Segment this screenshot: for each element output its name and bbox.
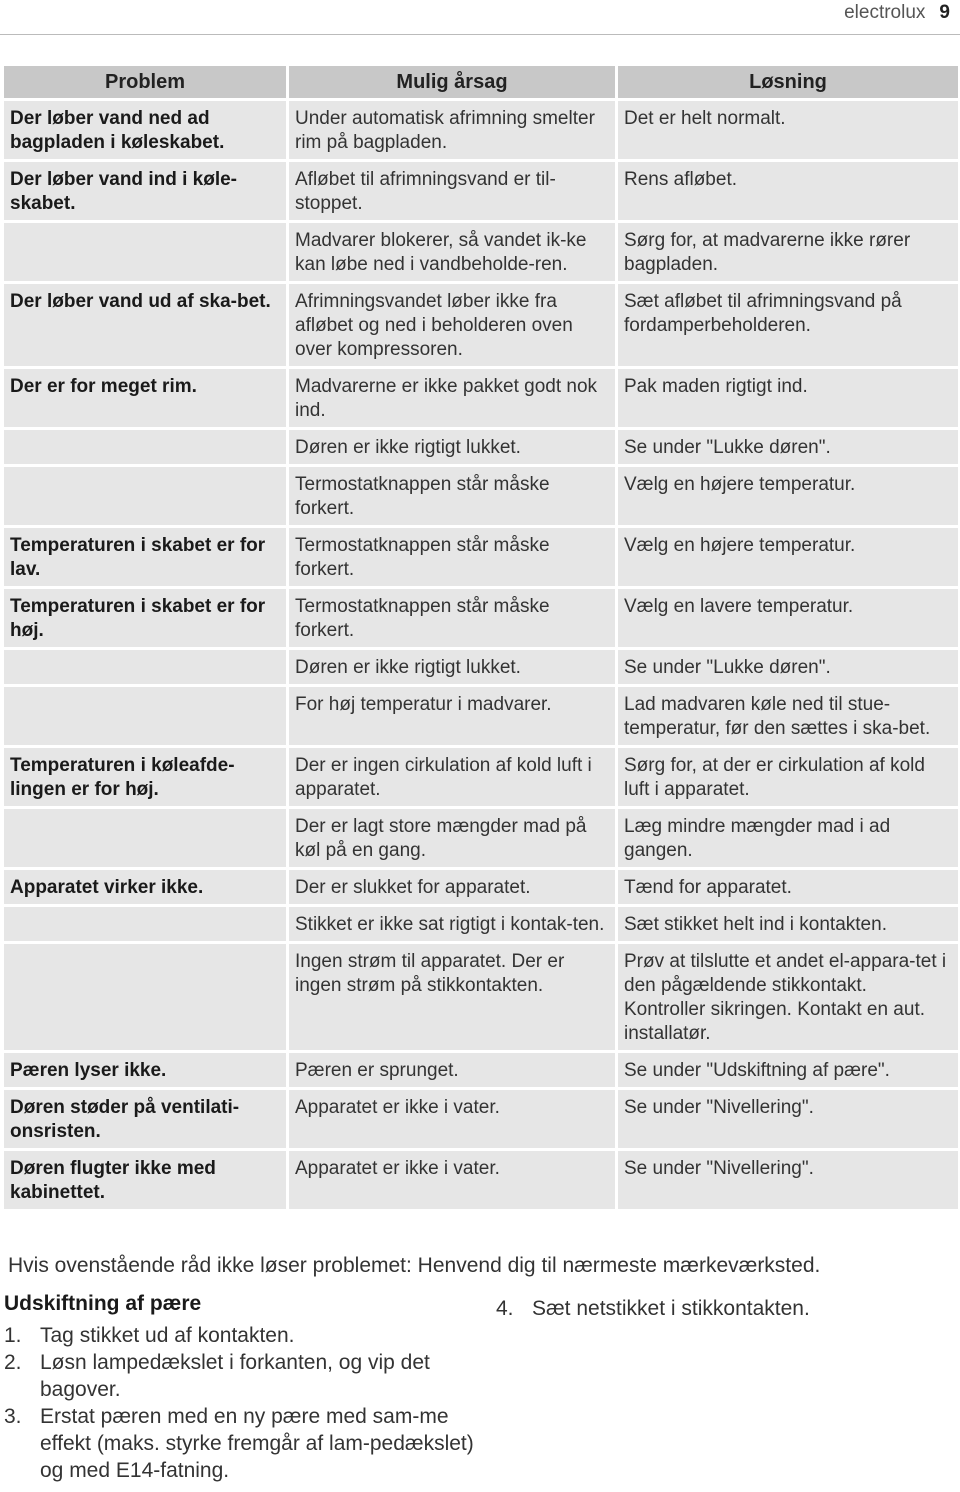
cause-cell: Der er ingen cirkulation af kold luft i apparatet. <box>289 748 615 806</box>
solution-cell: Det er helt normalt. <box>618 101 958 159</box>
problem-cell: Der løber vand ned ad bagpladen i køleskabet. <box>4 101 286 159</box>
bulb-replacement-continued <box>496 1295 946 1322</box>
section-title: Udskiftning af pære <box>4 1292 202 1315</box>
solution-cell: Vælg en højere temperatur. <box>618 528 958 586</box>
solution-cell: Prøv at tilslutte et andet el-appara-tet i den pågældende stikkontakt. Kontroller sikringen. Kontakt en aut. installatør. <box>618 944 958 1050</box>
table-row <box>4 162 958 220</box>
list-item <box>4 1322 474 1349</box>
problem-cell: Temperaturen i skabet er for lav. <box>4 528 286 586</box>
table-row <box>4 101 958 159</box>
solution-cell: Se under "Lukke døren". <box>618 650 958 684</box>
solution-cell: Sæt afløbet til afrimningsvand på fordamperbeholderen. <box>618 284 958 366</box>
problem-cell <box>4 944 286 1050</box>
cause-cell: Termostatknappen står måske forkert. <box>289 467 615 525</box>
cause-cell: Der er lagt store mængder mad på køl på en gang. <box>289 809 615 867</box>
table-row <box>4 1090 958 1148</box>
column-header-cause: Mulig årsag <box>289 66 615 98</box>
problem-cell: Apparatet virker ikke. <box>4 870 286 904</box>
service-note: Hvis ovenstående råd ikke løser problemet: Henvend dig til nærmeste mærkeværksted. <box>8 1254 821 1277</box>
cause-cell: Madvarerne er ikke pakket godt nok ind. <box>289 369 615 427</box>
cause-cell: Der er slukket for apparatet. <box>289 870 615 904</box>
cause-cell: Afløbet til afrimningsvand er til-stoppet. <box>289 162 615 220</box>
cause-cell: Termostatknappen står måske forkert. <box>289 528 615 586</box>
problem-cell: Der løber vand ud af ska-bet. <box>4 284 286 366</box>
table-row <box>4 944 958 1050</box>
problem-cell <box>4 809 286 867</box>
solution-cell: Sørg for, at madvarerne ikke rører bagpladen. <box>618 223 958 281</box>
solution-cell: Lad madvaren køle ned til stue-temperatur, før den sættes i ska-bet. <box>618 687 958 745</box>
table-row <box>4 1151 958 1209</box>
table-row <box>4 467 958 525</box>
list-item <box>4 1349 474 1403</box>
problem-cell: Døren støder på ventilati-onsristen. <box>4 1090 286 1148</box>
table-row <box>4 223 958 281</box>
problem-cell: Pæren lyser ikke. <box>4 1053 286 1087</box>
table-row <box>4 907 958 941</box>
step-text: Erstat pæren med en ny pære med sam-me effekt (maks. styrke fremgår af lam-pedækslet) og med E14-fatning. <box>40 1405 474 1482</box>
cause-cell: Under automatisk afrimning smelter rim på bagpladen. <box>289 101 615 159</box>
table-row <box>4 1053 958 1087</box>
table-row <box>4 369 958 427</box>
problem-cell: Temperaturen i skabet er for høj. <box>4 589 286 647</box>
table-row <box>4 430 958 464</box>
steps-list <box>496 1295 946 1322</box>
step-number: 4. <box>496 1297 514 1320</box>
solution-cell: Sørg for, at der er cirkulation af kold luft i apparatet. <box>618 748 958 806</box>
problem-cell: Der løber vand ind i køle-skabet. <box>4 162 286 220</box>
column-header-solution: Løsning <box>618 66 958 98</box>
solution-cell: Sæt stikket helt ind i kontakten. <box>618 907 958 941</box>
solution-cell: Pak maden rigtigt ind. <box>618 369 958 427</box>
table-row <box>4 284 958 366</box>
problem-cell: Døren flugter ikke med kabinettet. <box>4 1151 286 1209</box>
cause-cell: Døren er ikke rigtigt lukket. <box>289 650 615 684</box>
step-text: Løsn lampedækslet i forkanten, og vip det bagover. <box>40 1351 430 1401</box>
step-text: Tag stikket ud af kontakten. <box>40 1324 295 1347</box>
step-number: 1. <box>4 1324 22 1347</box>
problem-cell <box>4 687 286 745</box>
cause-cell: Termostatknappen står måske forkert. <box>289 589 615 647</box>
solution-cell: Vælg en højere temperatur. <box>618 467 958 525</box>
table-row <box>4 748 958 806</box>
table-row <box>4 687 958 745</box>
problem-cell <box>4 650 286 684</box>
table-row <box>4 528 958 586</box>
problem-cell <box>4 467 286 525</box>
solution-cell: Rens afløbet. <box>618 162 958 220</box>
problem-cell <box>4 223 286 281</box>
problem-cell: Der er for meget rim. <box>4 369 286 427</box>
table-row <box>4 870 958 904</box>
problem-cell: Temperaturen i køleafde-lingen er for høj. <box>4 748 286 806</box>
solution-cell: Se under "Udskiftning af pære". <box>618 1053 958 1087</box>
list-item <box>4 1403 474 1484</box>
page-number: 9 <box>939 2 950 23</box>
brand-name: electrolux <box>844 2 926 23</box>
table-row <box>4 589 958 647</box>
solution-cell: Vælg en lavere temperatur. <box>618 589 958 647</box>
cause-cell: Madvarer blokerer, så vandet ik-ke kan løbe ned i vandbeholde-ren. <box>289 223 615 281</box>
step-number: 2. <box>4 1351 22 1374</box>
step-number: 3. <box>4 1405 22 1428</box>
cause-cell: Apparatet er ikke i vater. <box>289 1090 615 1148</box>
solution-cell: Tænd for apparatet. <box>618 870 958 904</box>
column-header-problem: Problem <box>4 66 286 98</box>
cause-cell: Afrimningsvandet løber ikke fra afløbet og ned i beholderen oven over kompressoren. <box>289 284 615 366</box>
cause-cell: For høj temperatur i madvarer. <box>289 687 615 745</box>
table-row <box>4 650 958 684</box>
solution-cell: Se under "Nivellering". <box>618 1090 958 1148</box>
solution-cell: Se under "Nivellering". <box>618 1151 958 1209</box>
steps-list <box>4 1322 474 1484</box>
problem-cell <box>4 907 286 941</box>
bulb-replacement-section <box>4 1292 474 1484</box>
table-header-row <box>4 66 958 98</box>
cause-cell: Døren er ikke rigtigt lukket. <box>289 430 615 464</box>
page-header <box>844 0 950 26</box>
cause-cell: Stikket er ikke sat rigtigt i kontak-ten. <box>289 907 615 941</box>
troubleshooting-table <box>1 63 960 1212</box>
solution-cell: Se under "Lukke døren". <box>618 430 958 464</box>
list-item <box>496 1295 946 1322</box>
step-text: Sæt netstikket i stikkontakten. <box>532 1297 810 1320</box>
cause-cell: Apparatet er ikke i vater. <box>289 1151 615 1209</box>
solution-cell: Læg mindre mængder mad i ad gangen. <box>618 809 958 867</box>
header-divider <box>0 34 960 35</box>
table-row <box>4 809 958 867</box>
problem-cell <box>4 430 286 464</box>
cause-cell: Pæren er sprunget. <box>289 1053 615 1087</box>
cause-cell: Ingen strøm til apparatet. Der er ingen strøm på stikkontakten. <box>289 944 615 1050</box>
